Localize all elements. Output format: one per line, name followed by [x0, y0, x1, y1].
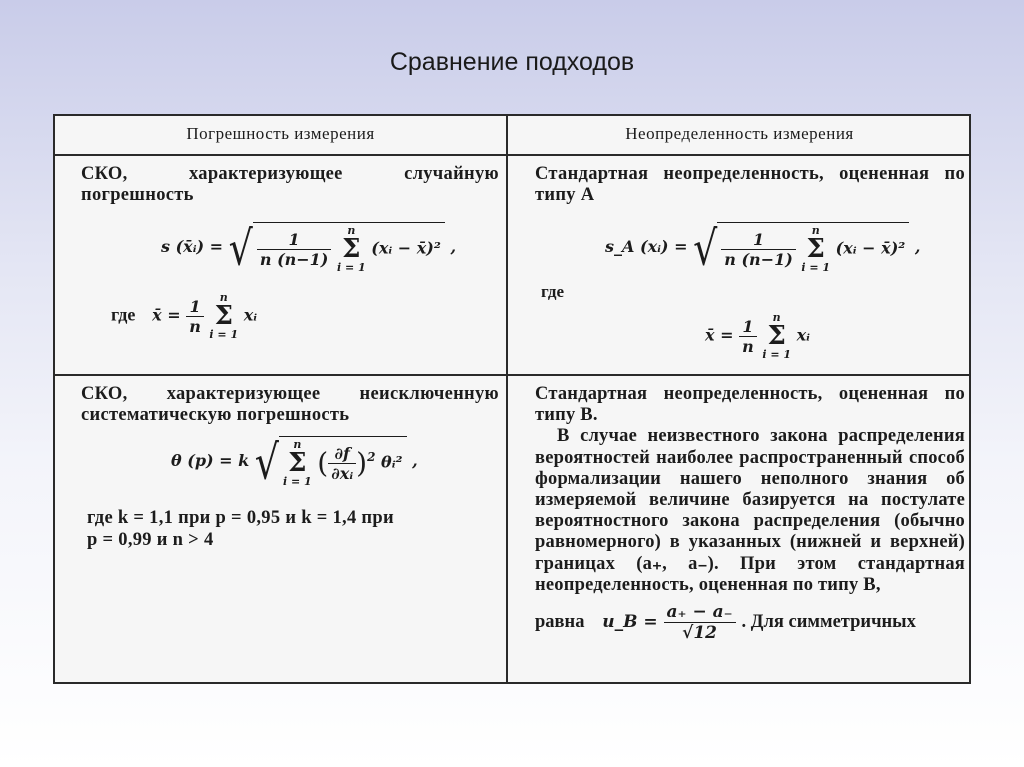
comparison-table — [53, 114, 971, 684]
cell-type-b-uncertainty — [535, 384, 965, 679]
header-measurement-error: Погрешность измерения — [186, 124, 375, 143]
sum-term: (xᵢ − x̄)² — [371, 238, 441, 258]
sqrt-body: n Σ i = 1 ( $\frac{\partial f}{\text{∂xᵢ}}$ )$^2$ θᵢ² — [279, 436, 407, 487]
slide-title: Сравнение подходов — [389, 48, 635, 76]
condition-line-2: p = 0,99 и n > 4 — [87, 530, 214, 550]
random-error-text: СКО, характеризующее случайную погрешность — [81, 164, 499, 205]
column-divider — [506, 116, 508, 682]
condition-line-1: где k = 1,1 при p = 0,95 и k = 1,4 при — [87, 508, 394, 528]
header-measurement-uncertainty: Неопределенность измерения — [625, 124, 854, 143]
systematic-error-formula: θ (p) = k √ n Σ i = 1 ( $\frac{\partial f}{\text{∂xᵢ}}$ )$^2$ θᵢ² , — [171, 434, 418, 489]
cell-random-error — [81, 164, 499, 372]
mean-formula: где x̄ = $\frac{1}{n}$ n Σ i = 1 xᵢ — [111, 291, 258, 341]
fraction: $\frac{1}{n (n-1)}$ — [721, 230, 796, 269]
cell-type-a-uncertainty — [535, 164, 965, 372]
row-divider — [55, 374, 969, 376]
sum-term: (xᵢ − x̄)² — [835, 238, 906, 258]
systematic-error-text: СКО, характеризующее неисключенную систематическую погрешность — [81, 384, 499, 425]
cell-systematic-error — [81, 384, 499, 679]
mean-formula: x̄ = $\frac{1}{n}$ n Σ i = 1 xᵢ — [705, 311, 810, 361]
sqrt-body — [253, 222, 445, 273]
type-a-formula: s_A (xᵢ) = √ $\frac{1}{n (n-1)}$ n Σ i = 1 (xᵢ − x̄)² , — [605, 220, 921, 275]
sqrt-sign: √ — [228, 220, 253, 275]
partial-derivative: $\frac{\partial f}{\text{∂xᵢ}}$ — [328, 444, 356, 483]
sum-symbol: n Σ i = 1 — [283, 438, 312, 488]
type-b-heading: Стандартная неопределенность, оцененная по типу В. — [535, 384, 965, 426]
fraction: $\frac{1}{n (n-1)}$ — [257, 230, 332, 269]
type-b-paragraph: В случае неизвестного закона распределения вероятностей наиболее распространенный способ формализации нашего неполного знания об измеряемой величине базируется на постулате вероятностного закона распределения (обычно равномерного) в указанных (нижней и верхней) границах (a₊, a₋). При этом стандартная неопределенность, оцененная по типу В, — [535, 426, 965, 595]
mean-sum-symbol: n Σ i = 1 — [209, 291, 239, 341]
where-label: где — [541, 282, 565, 301]
sqrt-body — [717, 222, 909, 273]
sum-symbol: n Σ i = 1 — [801, 224, 831, 274]
type-b-fraction: $\frac{a_+ - a_-}{√12}$ — [664, 602, 736, 643]
mean-fraction: $\frac{1}{n}$ — [739, 317, 757, 356]
mean-sum-symbol: n Σ i = 1 — [762, 311, 792, 361]
formula-lhs: s (x̄ᵢ) = — [161, 237, 224, 256]
sum-symbol: n Σ i = 1 — [336, 224, 366, 274]
header-divider — [55, 154, 969, 156]
type-a-text: Стандартная неопределенность, оцененная по типу А — [535, 164, 965, 205]
sqrt-sign: √ — [254, 434, 279, 489]
formula-lhs: s_A (xᵢ) = — [605, 237, 688, 256]
mean-fraction: $\frac{1}{n}$ — [186, 297, 204, 336]
random-error-formula: s (x̄ᵢ) = √ $\frac{1}{n (n-1)}$ n Σ i = 1 (xᵢ − x̄)² , — [161, 220, 457, 275]
sqrt-sign: √ — [693, 220, 718, 275]
type-b-formula: равна u_B = $\frac{a_+ - a_-}{√12}$ . Для симметричных — [535, 602, 916, 644]
